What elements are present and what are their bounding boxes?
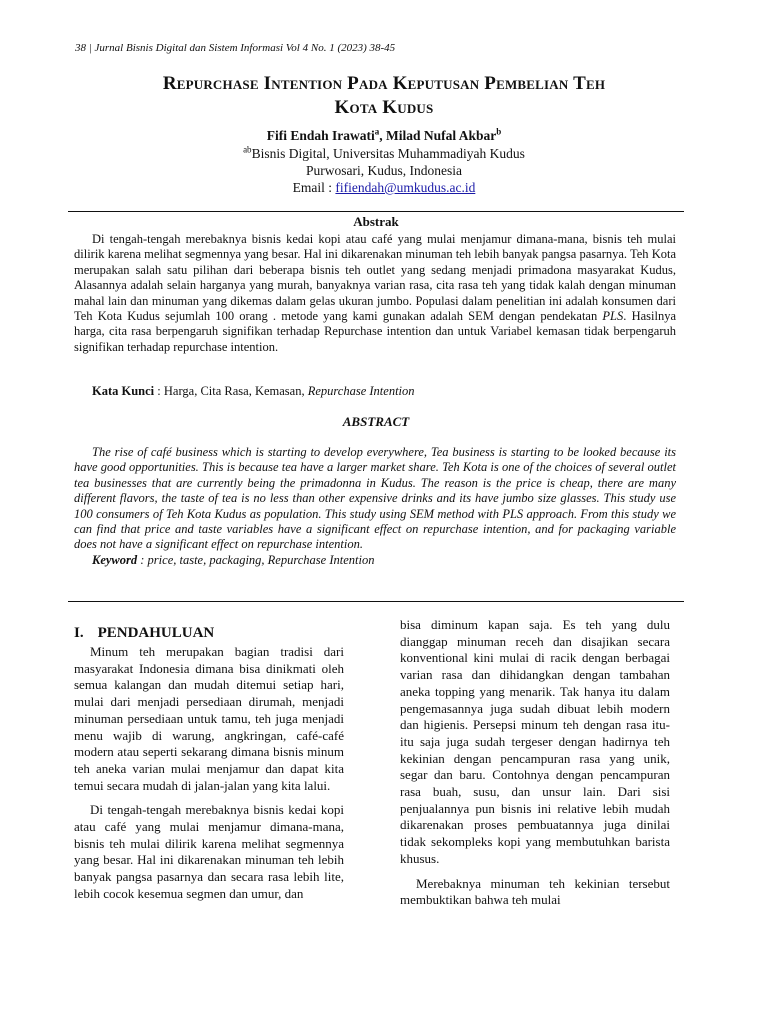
affiliation: [60, 145, 708, 196]
author-2: Milad Nufal Akbar: [385, 128, 497, 143]
left-column: [74, 644, 344, 911]
kata-kunci-label: Kata Kunci: [92, 384, 155, 398]
abstrak-heading: Abstrak: [353, 214, 399, 229]
right-paragraph-1: bisa diminum kapan saja. Es teh yang dulu dianggap minuman receh dan disajikan secara konventional kini mulai di racik dengan berbagai varian rasa dan dihidangkan dengan tambahan aneka topping yang menarik. Tak hanya itu dalam pengemasannya juga sudah dibuat lebih modern dan higienis. Persepsi minum teh dengan rasa itu-itu saja juga sudah tergeser dengan hadirnya teh kekinian dengan pencampuran rasa yang unik, segar dan baru. Contohnya dengan pencampuran rasa buah, susu, dan unsur lain. Dari sisi penjualannya pun bisnis ini relative lebih mudah dikarenakan proses pembuatannya juga dinilai tidak sekompleks kopi yang membutuhkan barista khusus.: [400, 617, 670, 866]
author-1: Fifi Endah Irawati: [266, 128, 375, 143]
running-head: 38 | Jurnal Bisnis Digital dan Sistem Informasi Vol 4 No. 1 (2023) 38-45: [75, 42, 396, 54]
abstract-body: [74, 445, 676, 568]
title-line-2: Kota Kudus: [334, 97, 434, 118]
right-column: [400, 617, 670, 917]
bottom-divider: [68, 601, 684, 602]
left-paragraph-2: Di tengah-tengah merebaknya bisnis kedai kopi atau café yang mulai menjamur dimana-mana, bisnis teh mulai dilirik karena melihat segmennya yang besar. Hal ini dikarenakan minuman teh lebih banyak pangsa pasarnya dan secara rasa lebih lite, lebih cocok kesemua segmen dan umur, dan: [74, 802, 344, 901]
author-list: [60, 128, 708, 144]
section-heading: [74, 625, 228, 642]
email-link[interactable]: fifiendah@umkudus.ac.id: [335, 180, 476, 195]
section-number: I.: [74, 625, 84, 641]
author-separator: ,: [379, 128, 386, 143]
paper-title: [60, 72, 708, 120]
keyword-label: Keyword: [92, 552, 138, 567]
abstrak-body: [74, 232, 676, 355]
abstrak-text: Di tengah-tengah merebaknya bisnis kedai kopi atau café yang mulai menjamur dimana-mana, bisnis teh mulai dilirik karena melihat segmennya yang besar. Hal ini dikarenakan minuman teh lebih banyak pangsa pasarnya. Teh Kota merupakan salah satu pilihan dari beberapa bisnis teh outlet yang sedang menjadi primadona masyarakat Kudus, Alasannya adalah selain harganya yang murah, banyaknya varian rasa, cita rasa teh yang tidak kalah dengan minuman mahal lain dan minuman yang dikemas dalam gelas ukuran jumbo. Populasi dalam penelitian ini adalah konsumen dari Teh Kota Kudus sejumlah 100 orang . metode yang kami gunakan adalah SEM dengan pendekatan: [74, 232, 676, 324]
title-line-1: Repurchase Intention Pada Keputusan Pembelian Teh: [162, 73, 606, 94]
abstrak-text-end: . Hasilnya harga, cita rasa berpengaruh signifikan terhadap Repurchase intention dan untuk Variabel kemasan tidak berpengaruh signifikan terhadap repurchase intention.: [74, 309, 677, 354]
abstract-text: The rise of café business which is starting to develop everywhere, Tea business is starting to be looked because its have good opportunities. This is because tea have a larger market share. Teh Kota is one of the choices of several outlet tea businesses that are currently being the primadonna in Kudus. The reason is the price is cheap, there are many different flavors, the taste of tea is no less than other expensive drinks and its have jumbo size glasses. This study use 100 consumers of Teh Kota Kudus as population. This study using SEM method with PLS approach. From this study we can find that price and taste variables have a significant effect on repurchase intention, and for packaging variable does not have a significant effect on repurchase intention.: [74, 445, 676, 552]
address: Purwosari, Kudus, Indonesia: [306, 163, 462, 178]
kata-kunci-terms: : Harga, Cita Rasa, Kemasan,: [154, 384, 308, 398]
institution: Bisnis Digital, Universitas Muhammadiyah Kudus: [251, 146, 525, 161]
right-paragraph-2: Merebaknya minuman teh kekinian tersebut membuktikan bahwa teh mulai: [400, 875, 670, 908]
abstract-heading: ABSTRACT: [342, 414, 410, 429]
kata-kunci: [92, 384, 415, 399]
affiliation-mark: ab: [243, 144, 252, 155]
top-divider: [68, 211, 684, 212]
keyword-terms: : price, taste, packaging, Repurchase Intention: [137, 552, 375, 567]
author-2-mark: b: [496, 126, 502, 137]
abstrak-pls: PLS: [602, 309, 624, 324]
author-1-mark: a: [374, 126, 380, 137]
kata-kunci-italic: Repurchase Intention: [307, 384, 415, 398]
left-paragraph-1: Minum teh merupakan bagian tradisi dari masyarakat Indonesia dimana bisa dinikmati oleh semua kalangan dan mudah ditemui setiap hari, mulai dari menjadi persediaan dirumah, menjadi minuman persediaan untuk tamu, teh juga menjadi menu wajib di warung, angkringan, café-café modern atau seperti sekarang dimana bisnis minum teh aneka varian mulai menjamur dan dapat kita temui secara mudah di jalan-jalan yang kita lalui.: [74, 644, 344, 793]
email-label: Email :: [292, 180, 336, 195]
section-title: PENDAHULUAN: [97, 625, 215, 641]
